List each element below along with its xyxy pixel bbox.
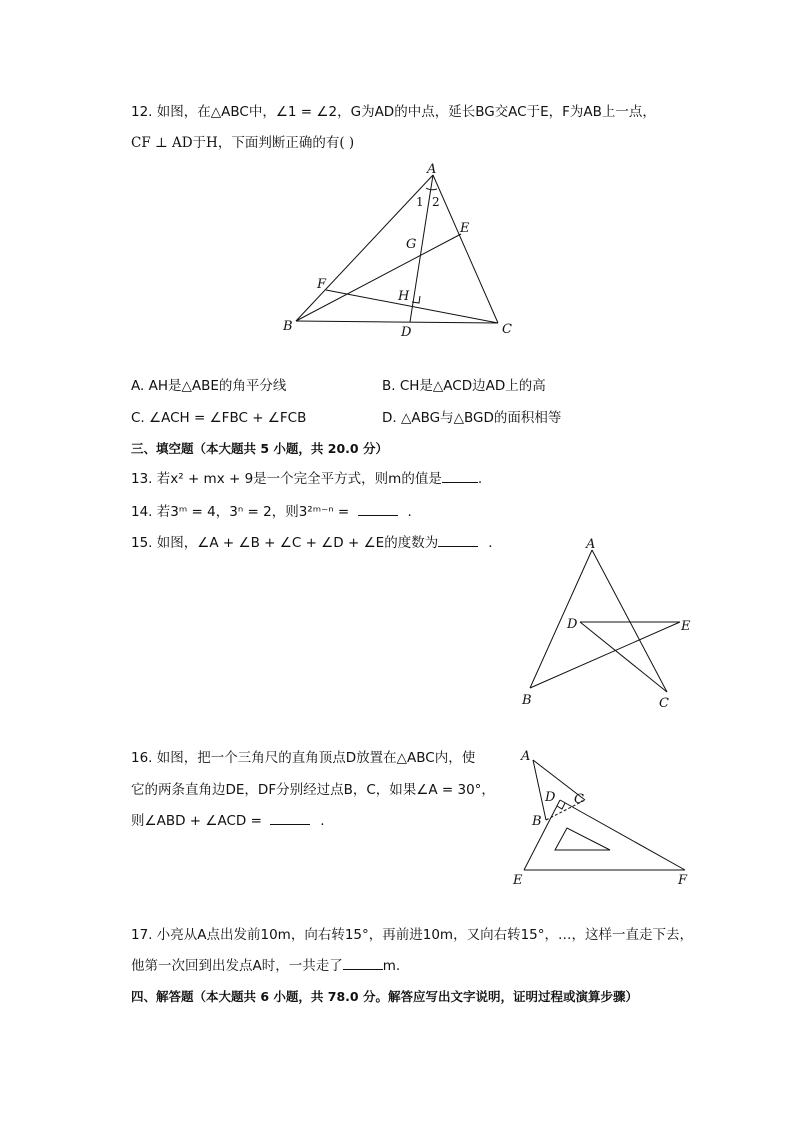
q17-end: m. <box>382 958 401 974</box>
q13-stem: 13. 若x² + mx + 9是一个完全平方式，则m的值是 <box>131 471 442 487</box>
fig12-label-h: H <box>398 289 410 304</box>
q12-triangle-figure <box>270 158 530 340</box>
fig12-label-c: C <box>502 322 512 337</box>
section-4-heading: 四、解答题（本大题共 6 小题，共 78.0 分。解答应写出文字说明，证明过程或演算步骤） <box>131 989 638 1004</box>
q17-stem: 他第一次回到出发点A时，一共走了 <box>131 958 343 974</box>
fig16-label-f: F <box>678 873 688 888</box>
q12-line1: 12. 如图，在△ABC中，∠1 = ∠2，G为AD的中点，延长BG交AC于E，F为AB上一点， <box>131 104 656 120</box>
fig15-label-a: A <box>586 537 596 552</box>
fig12-label-g: G <box>406 237 417 252</box>
q16-line2: 它的两条直角边DE，DF分别经过点B，C，如果∠A = 30°， <box>131 782 495 798</box>
q12-option-c: C. ∠ACH = ∠FBC + ∠FCB <box>131 410 307 426</box>
fig12-label-a: A <box>427 162 437 177</box>
q14-stem: 14. 若3ᵐ = 4，3ⁿ = 2，则3²ᵐ⁻ⁿ = <box>131 504 354 520</box>
q12-option-a: A. AH是△ABE的角平分线 <box>131 378 287 394</box>
q15-stem: 15. 如图，∠A + ∠B + ∠C + ∠D + ∠E的度数为 <box>131 535 439 551</box>
q17-line1: 17. 小亮从A点出发前10m，向右转15°，再前进10m，又向右转15°，…，这样一直走下去， <box>131 927 694 943</box>
q16-answer-blank[interactable] <box>270 812 310 825</box>
q16-line1: 16. 如图，把一个三角尺的直角顶点D放置在△ABC内，使 <box>131 750 476 766</box>
q16-stem: 则∠ABD + ∠ACD = <box>131 813 267 829</box>
q15-star-figure <box>515 535 700 715</box>
fig16-label-d: D <box>545 790 556 805</box>
q13-answer-blank[interactable] <box>442 470 478 483</box>
fig12-label-d: D <box>401 325 412 340</box>
fig16-label-c: C <box>574 792 584 807</box>
q15-text <box>131 534 493 552</box>
q17-line2 <box>131 957 400 975</box>
q15-end: . <box>488 535 493 551</box>
fig15-label-c: C <box>659 696 669 711</box>
fig12-angle-1: 1 <box>416 195 424 209</box>
fig12-label-b: B <box>283 319 293 334</box>
fig16-label-b: B <box>532 814 542 829</box>
q16-line3 <box>131 812 325 830</box>
q13-end: . <box>477 471 483 487</box>
fig12-label-f: F <box>317 277 327 292</box>
q14-answer-blank[interactable] <box>358 503 398 516</box>
fig16-label-a: A <box>521 749 531 764</box>
q13-text <box>131 470 482 488</box>
q16-set-square-figure <box>510 745 700 890</box>
q12-line2: CF ⊥ AD于H，下面判断正确的有( ) <box>131 135 355 151</box>
fig15-label-e: E <box>681 619 691 634</box>
q12-option-d: D. △ABG与△BGD的面积相等 <box>382 410 562 426</box>
fig15-label-b: B <box>522 693 532 708</box>
q17-answer-blank[interactable] <box>343 957 383 970</box>
q16-end: . <box>320 813 325 829</box>
fig12-angle-2: 2 <box>432 195 440 209</box>
q12-option-b: B. CH是△ACD边AD上的高 <box>382 378 546 394</box>
fig12-label-e: E <box>460 221 470 236</box>
q14-text <box>131 503 412 521</box>
fig16-label-e: E <box>513 873 523 888</box>
q14-end: . <box>407 504 412 520</box>
fig15-label-d: D <box>567 617 578 632</box>
section-3-heading: 三、填空题（本大题共 5 小题，共 20.0 分） <box>131 441 388 456</box>
q15-answer-blank[interactable] <box>438 534 478 547</box>
